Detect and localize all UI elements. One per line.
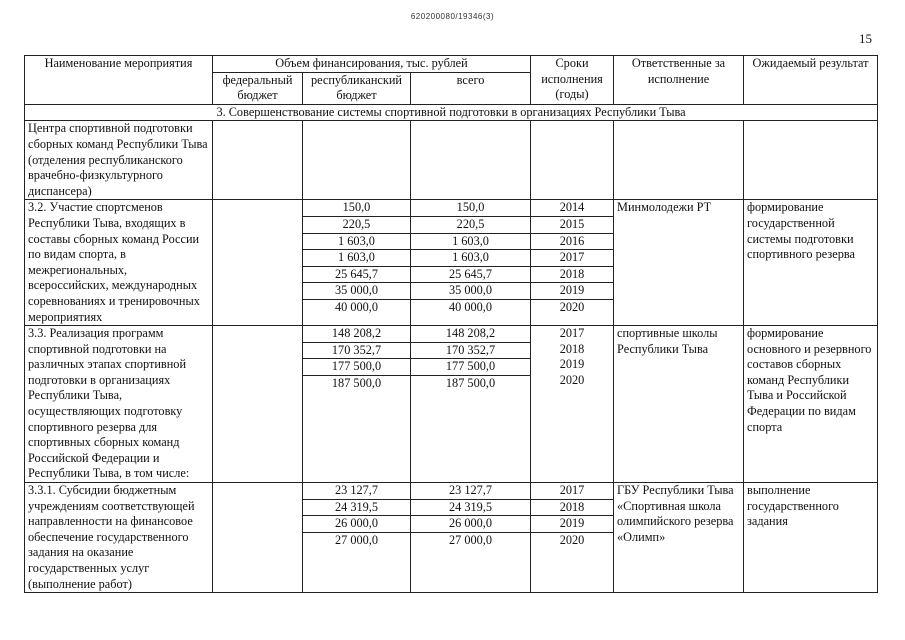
header-name: Наименование мероприятия	[25, 56, 213, 105]
header-result: Ожидаемый результат	[744, 56, 878, 105]
section-title: 3. Совершенствование системы спортивной подготовки в организациях Республики Тыва	[25, 104, 878, 121]
total-value: 27 000,0	[448, 532, 493, 547]
page-number: 15	[859, 31, 872, 46]
year-value: 2018	[531, 500, 613, 517]
result-cell: формирование государственной системы подготовки спортивного резерва	[744, 200, 878, 326]
year-value: 2019	[559, 357, 585, 372]
header-federal: федеральный бюджет	[213, 72, 303, 104]
republic-value: 24 319,5	[303, 500, 410, 517]
row-name: 3.2. Участие спортсменов Республики Тыва, входящих в составы сборных команд России по видам спорта, в межрегиональных, всероссийских, международных соревнованиях и тренировочных мероприятиях	[25, 200, 213, 326]
total-value: 1 603,0	[411, 250, 530, 267]
total-cell	[411, 483, 531, 593]
total-value: 25 645,7	[411, 267, 530, 284]
year-value: 2020	[559, 372, 585, 387]
total-value: 220,5	[411, 217, 530, 234]
year-value: 2017	[531, 250, 613, 267]
total-value: 170 352,7	[411, 343, 530, 360]
republic-value: 35 000,0	[303, 283, 410, 300]
total-value: 23 127,7	[411, 483, 530, 500]
document-id: 620200080/19346(3)	[410, 12, 495, 21]
republic-value: 23 127,7	[303, 483, 410, 500]
republic-value: 150,0	[303, 200, 410, 217]
header-republic: республиканский бюджет	[303, 72, 411, 104]
year-value: 2020	[559, 299, 585, 314]
federal-cell	[213, 483, 303, 593]
years-cell	[531, 483, 614, 593]
total-value: 150,0	[411, 200, 530, 217]
header-funding: Объем финансирования, тыс. рублей	[213, 56, 531, 73]
republic-value: 177 500,0	[303, 359, 410, 376]
header-terms: Сроки исполнения (годы)	[531, 56, 614, 105]
republic-value: 148 208,2	[303, 326, 410, 343]
years-cell	[531, 200, 614, 326]
republic-cell	[303, 326, 411, 483]
total-cell	[411, 200, 531, 326]
result-cell: формирование основного и резервного составов сборных команд Республики Тыва и Российской Федерации по видам спорта	[744, 326, 878, 483]
republic-value: 187 500,0	[331, 375, 382, 390]
funding-table	[24, 55, 878, 593]
table-row	[25, 326, 878, 483]
responsible-cell: Минмолодежи РТ	[614, 200, 744, 326]
years-cell	[531, 326, 614, 483]
republic-cell	[303, 483, 411, 593]
continuation-text: Центра спортивной подготовки сборных команд Республики Тыва (отделения республиканского врачебно-физкультурного диспансера)	[25, 121, 213, 200]
total-value: 26 000,0	[411, 516, 530, 533]
year-value: 2017	[559, 326, 585, 341]
header-total: всего	[411, 72, 531, 104]
republic-value: 27 000,0	[334, 532, 379, 547]
total-value: 1 603,0	[411, 234, 530, 251]
row-name: 3.3. Реализация программ спортивной подготовки на различных этапах спортивной подготовки в организациях Республики Тыва, осуществляющих подготовку спортивного резерва для спортивных сборных команд Российской Федерации и Республики Тыва, в том числе:	[25, 326, 213, 483]
total-value: 35 000,0	[411, 283, 530, 300]
year-value: 2017	[531, 483, 613, 500]
republic-value: 26 000,0	[303, 516, 410, 533]
total-cell	[411, 326, 531, 483]
year-value: 2018	[559, 341, 585, 356]
year-value: 2019	[531, 516, 613, 533]
federal-cell	[213, 326, 303, 483]
total-value: 187 500,0	[445, 375, 496, 390]
header-responsible: Ответственные за исполнение	[614, 56, 744, 105]
responsible-cell: спортивные школы Республики Тыва	[614, 326, 744, 483]
republic-value: 40 000,0	[334, 299, 379, 314]
republic-cell	[303, 200, 411, 326]
result-cell: выполнение государственного задания	[744, 483, 878, 593]
federal-cell	[213, 200, 303, 326]
year-value: 2014	[531, 200, 613, 217]
table-row	[25, 483, 878, 593]
republic-value: 25 645,7	[303, 267, 410, 284]
republic-value: 220,5	[303, 217, 410, 234]
responsible-cell: ГБУ Республики Тыва «Спортивная школа олимпийского резерва «Олимп»	[614, 483, 744, 593]
year-value: 2016	[531, 234, 613, 251]
year-value: 2020	[559, 532, 585, 547]
year-value: 2015	[531, 217, 613, 234]
republic-value: 1 603,0	[303, 234, 410, 251]
row-name: 3.3.1. Субсидии бюджетным учреждениям соответствующей направленности на финансовое обеспечение государственного задания на оказание государственных услуг (выполнение работ)	[25, 483, 213, 593]
year-value: 2019	[531, 283, 613, 300]
republic-value: 170 352,7	[303, 343, 410, 360]
table-row	[25, 200, 878, 326]
republic-value: 1 603,0	[303, 250, 410, 267]
total-value: 24 319,5	[411, 500, 530, 517]
year-value: 2018	[531, 267, 613, 284]
total-value: 148 208,2	[411, 326, 530, 343]
total-value: 177 500,0	[411, 359, 530, 376]
total-value: 40 000,0	[448, 299, 493, 314]
